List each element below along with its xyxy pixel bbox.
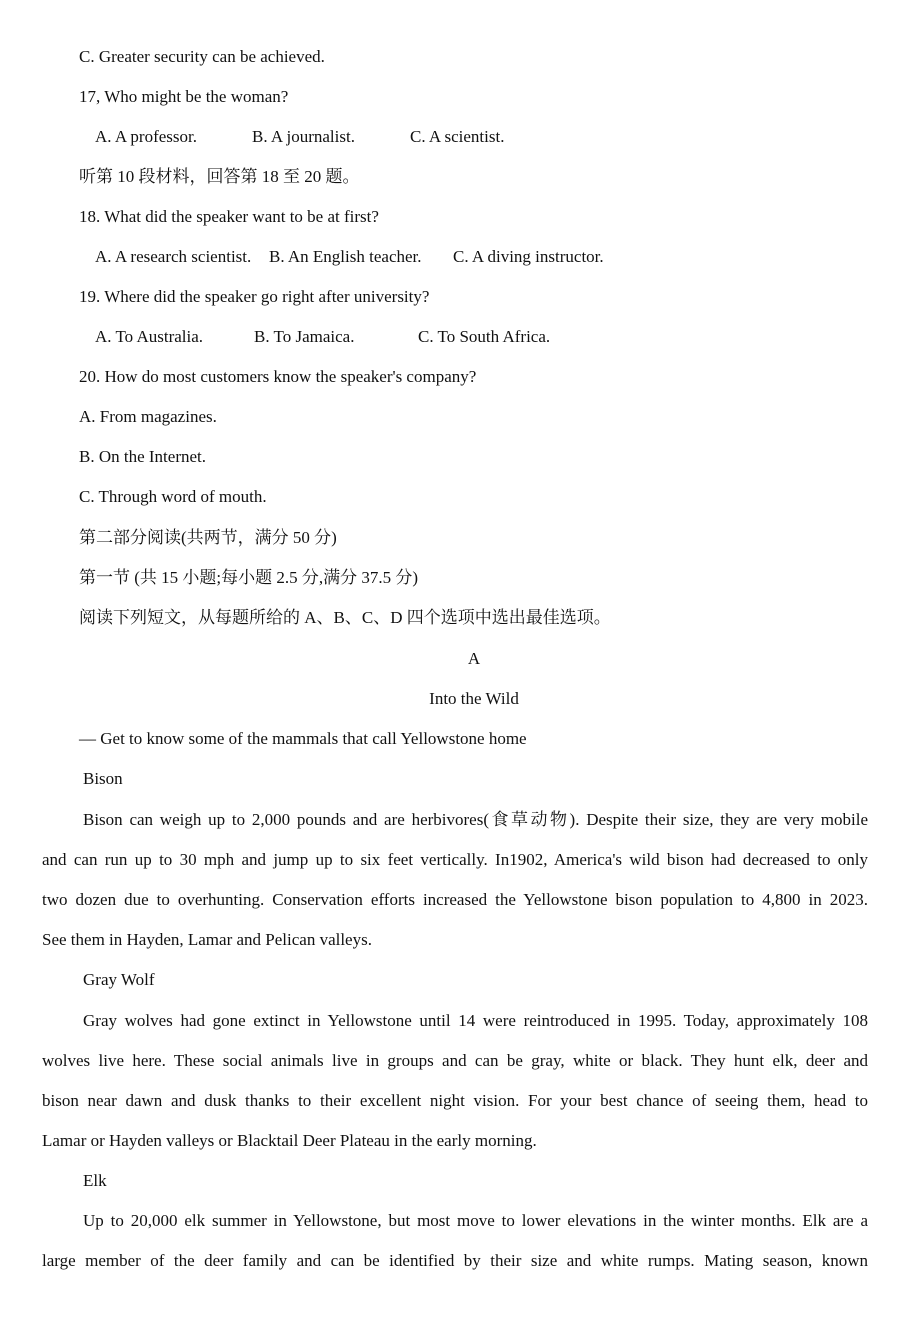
wolf-line-2: wolves live here. These social animals live in groups and can be gray, white or black. They hunt elk, deer and xyxy=(42,1051,868,1070)
q17-option-a: A. A professor. xyxy=(95,127,197,146)
elk-line-1: Up to 20,000 elk summer in Yellowstone, but most move to lower elevations in the winter months. Elk are a xyxy=(83,1211,868,1230)
q20-question: 20. How do most customers know the speaker's company? xyxy=(79,367,477,386)
q20-option-a: A. From magazines. xyxy=(79,407,217,426)
q18-option-a: A. A research scientist. xyxy=(95,247,252,266)
wolf-line-4: Lamar or Hayden valleys or Blacktail Deer Plateau in the early morning. xyxy=(42,1131,537,1150)
q19-option-a: A. To Australia. xyxy=(95,327,204,346)
part2-section1-title: 第一节 (共 15 小题;每小题 2.5 分,满分 37.5 分) xyxy=(79,568,419,587)
q20-option-c: C. Through word of mouth. xyxy=(79,487,267,506)
section-heading-gray-wolf: Gray Wolf xyxy=(83,970,155,989)
section-heading-bison: Bison xyxy=(83,769,123,788)
wolf-line-3: bison near dawn and dusk thanks to their excellent night vision. For your best chance of seeing them, head to xyxy=(42,1091,868,1110)
wolf-line-1: Gray wolves had gone extinct in Yellowstone until 14 were reintroduced in 1995. Today, approximately 108 xyxy=(83,1011,868,1030)
passage-letter: A xyxy=(467,649,481,668)
bison-line-1: Bison can weigh up to 2,000 pounds and are herbivores(食草动物). Despite their size, they are very mobile xyxy=(83,810,868,829)
q19-question: 19. Where did the speaker go right after university? xyxy=(79,287,430,306)
q18-option-b: B. An English teacher. xyxy=(269,247,422,266)
section-heading-elk: Elk xyxy=(83,1171,107,1190)
listening-instruction-10: 听第 10 段材料，回答第 18 至 20 题。 xyxy=(79,167,360,186)
q18-option-c: C. A diving instructor. xyxy=(453,247,604,266)
q20-option-b: B. On the Internet. xyxy=(79,447,206,466)
q19-option-c: C. To South Africa. xyxy=(418,327,551,346)
q19-option-b: B. To Jamaica. xyxy=(254,327,355,346)
bison-line-4: See them in Hayden, Lamar and Pelican valleys. xyxy=(42,930,372,949)
part2-title: 第二部分阅读(共两节，满分 50 分) xyxy=(79,528,337,547)
q18-question: 18. What did the speaker want to be at first? xyxy=(79,207,379,226)
passage-subtitle: — Get to know some of the mammals that call Yellowstone home xyxy=(79,729,527,748)
q16-option-c: C. Greater security can be achieved. xyxy=(79,47,325,66)
q17-option-c: C. A scientist. xyxy=(410,127,505,146)
q17-question: 17, Who might be the woman? xyxy=(79,87,289,106)
part2-instruction: 阅读下列短文，从每题所给的 A、B、C、D 四个选项中选出最佳选项。 xyxy=(79,608,611,627)
q17-option-b: B. A journalist. xyxy=(252,127,355,146)
elk-line-2: large member of the deer family and can be identified by their size and white rumps. Mating season, known xyxy=(42,1251,868,1270)
bison-line-2: and can run up to 30 mph and jump up to six feet vertically. In1902, America's wild bison had decreased to only xyxy=(42,850,868,869)
passage-title: Into the Wild xyxy=(429,689,519,708)
bison-line-3: two dozen due to overhunting. Conservation efforts increased the Yellowstone bison population to 4,800 in 2023. xyxy=(42,890,868,909)
